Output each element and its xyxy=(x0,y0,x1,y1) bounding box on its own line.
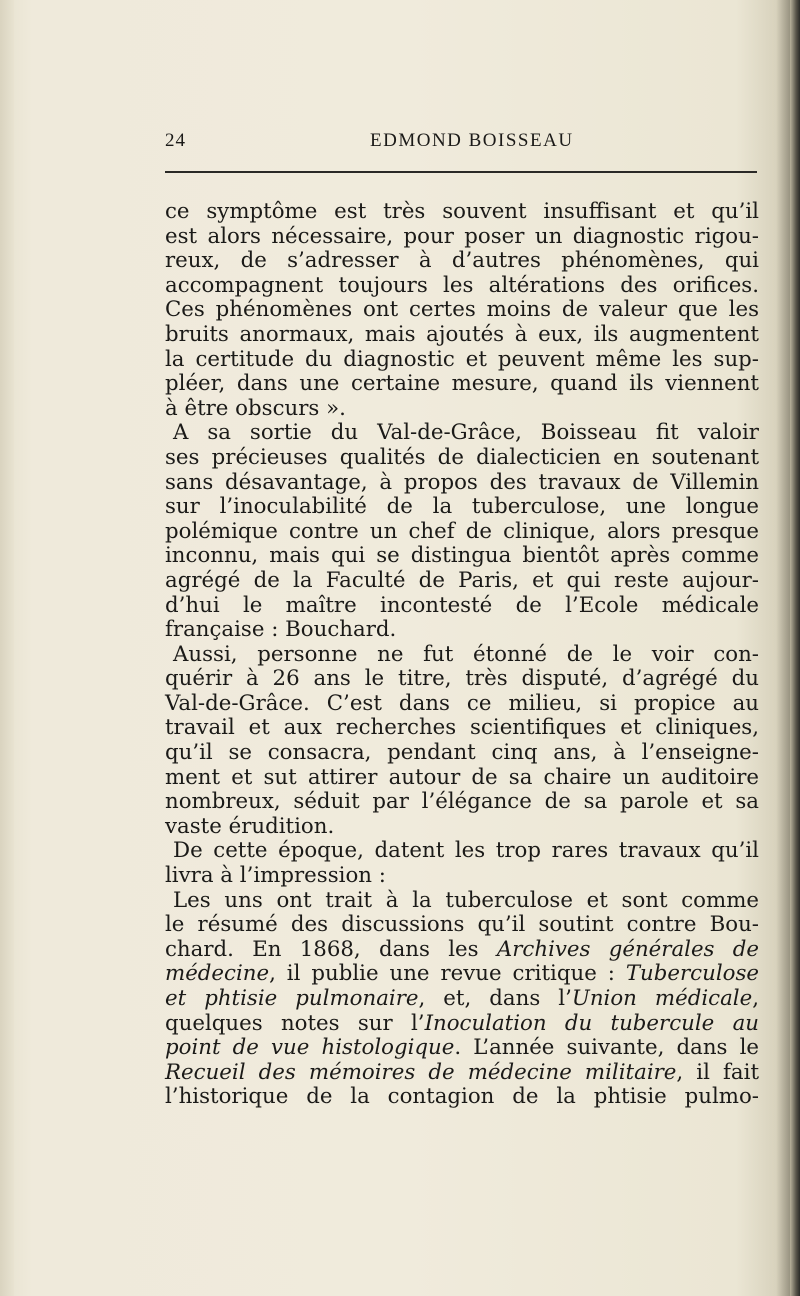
italic-text-segment: Inoculation du tubercule au xyxy=(424,1010,759,1036)
text-line xyxy=(165,643,759,668)
text-line xyxy=(165,692,759,717)
text-segment: , il publie une revue critique : xyxy=(269,961,626,987)
text-line xyxy=(165,569,759,594)
text-segment: ses précieuses qualités de dialecticien en soutenant xyxy=(165,444,759,470)
text-segment: chard. En 1868, dans les xyxy=(165,936,497,962)
text-segment: la certitude du diagnostic et peuvent même les sup- xyxy=(165,346,759,372)
text-segment: , xyxy=(752,986,759,1011)
text-line xyxy=(165,987,759,1012)
text-line xyxy=(165,421,759,446)
text-line xyxy=(165,741,759,766)
text-segment: ment et sut attirer autour de sa chaire un auditoire xyxy=(165,764,759,790)
text-line xyxy=(165,249,759,274)
text-line xyxy=(165,815,759,840)
text-line xyxy=(165,839,759,864)
text-segment: le résumé des discussions qu’il soutint contre Bou- xyxy=(165,912,759,938)
text-segment: Val-de-Grâce. C’est dans ce milieu, si propice au xyxy=(165,690,759,716)
text-line xyxy=(165,667,759,692)
text-line xyxy=(165,200,759,225)
page-number: 24 xyxy=(165,130,186,151)
text-line xyxy=(165,618,759,643)
text-line xyxy=(165,962,759,987)
text-line xyxy=(165,225,759,250)
text-line xyxy=(165,298,759,323)
text-segment: quelques notes sur l’ xyxy=(165,1010,425,1036)
italic-text-segment: médecine xyxy=(165,961,270,987)
text-line xyxy=(165,938,759,963)
text-line xyxy=(165,790,759,815)
running-head: EDMOND BOISSEAU xyxy=(370,130,574,151)
text-line xyxy=(165,471,759,496)
text-segment: sur l’inoculabilité de la tuberculose, une longue xyxy=(165,494,759,520)
text-segment: Aussi, personne ne fut étonné de le voir con- xyxy=(173,641,759,667)
text-segment: Les uns ont trait à la tuberculose et sont comme xyxy=(173,887,759,913)
text-line xyxy=(165,913,759,938)
text-segment: A sa sortie du Val-de-Grâce, Boisseau fit valoir xyxy=(173,420,759,446)
text-line xyxy=(165,446,759,471)
page-header xyxy=(165,130,765,160)
text-segment: De cette époque, datent les trop rares travaux qu’il xyxy=(173,838,759,864)
text-line xyxy=(165,274,759,299)
text-segment: l’historique de la contagion de la phtisie pulmo- xyxy=(165,1084,759,1110)
text-segment: sans désavantage, à propos des travaux de Villemin xyxy=(165,469,759,495)
text-segment: , et, dans l’ xyxy=(418,986,572,1011)
text-line xyxy=(165,520,759,545)
header-rule xyxy=(165,171,757,173)
text-segment: à être obscurs ». xyxy=(165,395,346,421)
text-segment: . L’année suivante, dans le xyxy=(454,1035,759,1061)
text-line xyxy=(165,766,759,791)
italic-text-segment: point de vue histologique xyxy=(165,1035,455,1061)
text-line xyxy=(165,889,759,914)
text-segment: d’hui le maître incontesté de l’Ecole médicale xyxy=(165,592,759,618)
text-segment: quérir à 26 ans le titre, très disputé, d’agrégé du xyxy=(165,666,759,692)
text-segment: est alors nécessaire, pour poser un diagnostic rigou- xyxy=(165,223,759,249)
body-text xyxy=(165,200,759,1110)
text-line xyxy=(165,864,759,889)
text-line xyxy=(165,348,759,373)
text-segment: Ces phénomènes ont certes moins de valeur que les xyxy=(165,297,759,323)
text-line xyxy=(165,1012,759,1037)
text-line xyxy=(165,323,759,348)
text-segment: pléer, dans une certaine mesure, quand ils viennent xyxy=(165,371,759,397)
text-line xyxy=(165,716,759,741)
text-segment: accompagnent toujours les altérations des orifices. xyxy=(165,272,759,298)
text-line xyxy=(165,372,759,397)
text-segment: inconnu, mais qui se distingua bientôt après comme xyxy=(165,543,759,569)
text-segment: reux, de s’adresser à d’autres phénomènes, qui xyxy=(165,248,759,274)
italic-text-segment: Union médicale xyxy=(571,986,753,1011)
text-line xyxy=(165,594,759,619)
text-segment: nombreux, séduit par l’élégance de sa parole et sa xyxy=(165,789,759,815)
italic-text-segment: Recueil des mémoires de médecine militaire xyxy=(165,1059,677,1085)
page-right-edge-shadow xyxy=(790,0,800,1296)
text-segment: bruits anormaux, mais ajoutés à eux, ils augmentent xyxy=(165,321,759,347)
text-line xyxy=(165,1036,759,1061)
italic-text-segment: Tuberculose xyxy=(625,961,759,987)
text-segment: travail et aux recherches scientifiques et cliniques, xyxy=(165,715,759,741)
text-line xyxy=(165,544,759,569)
text-line xyxy=(165,495,759,520)
text-line xyxy=(165,1085,759,1110)
text-segment: ce symptôme est très souvent insuffisant et qu’il xyxy=(165,199,759,224)
italic-text-segment: et phtisie pulmonaire xyxy=(165,986,419,1011)
page-left-margin xyxy=(0,0,14,1296)
text-line xyxy=(165,1061,759,1086)
italic-text-segment: Archives générales de xyxy=(496,936,760,962)
text-segment: , il fait xyxy=(676,1059,759,1085)
text-segment: qu’il se consacra, pendant cinq ans, à l’enseigne- xyxy=(165,740,759,766)
text-segment: livra à l’impression : xyxy=(165,863,386,889)
text-segment: agrégé de la Faculté de Paris, et qui reste aujour- xyxy=(165,567,759,593)
text-segment: vaste érudition. xyxy=(165,813,335,839)
text-segment: française : Bouchard. xyxy=(165,617,397,643)
text-line xyxy=(165,397,759,422)
text-segment: polémique contre un chef de clinique, alors presque xyxy=(165,518,759,544)
